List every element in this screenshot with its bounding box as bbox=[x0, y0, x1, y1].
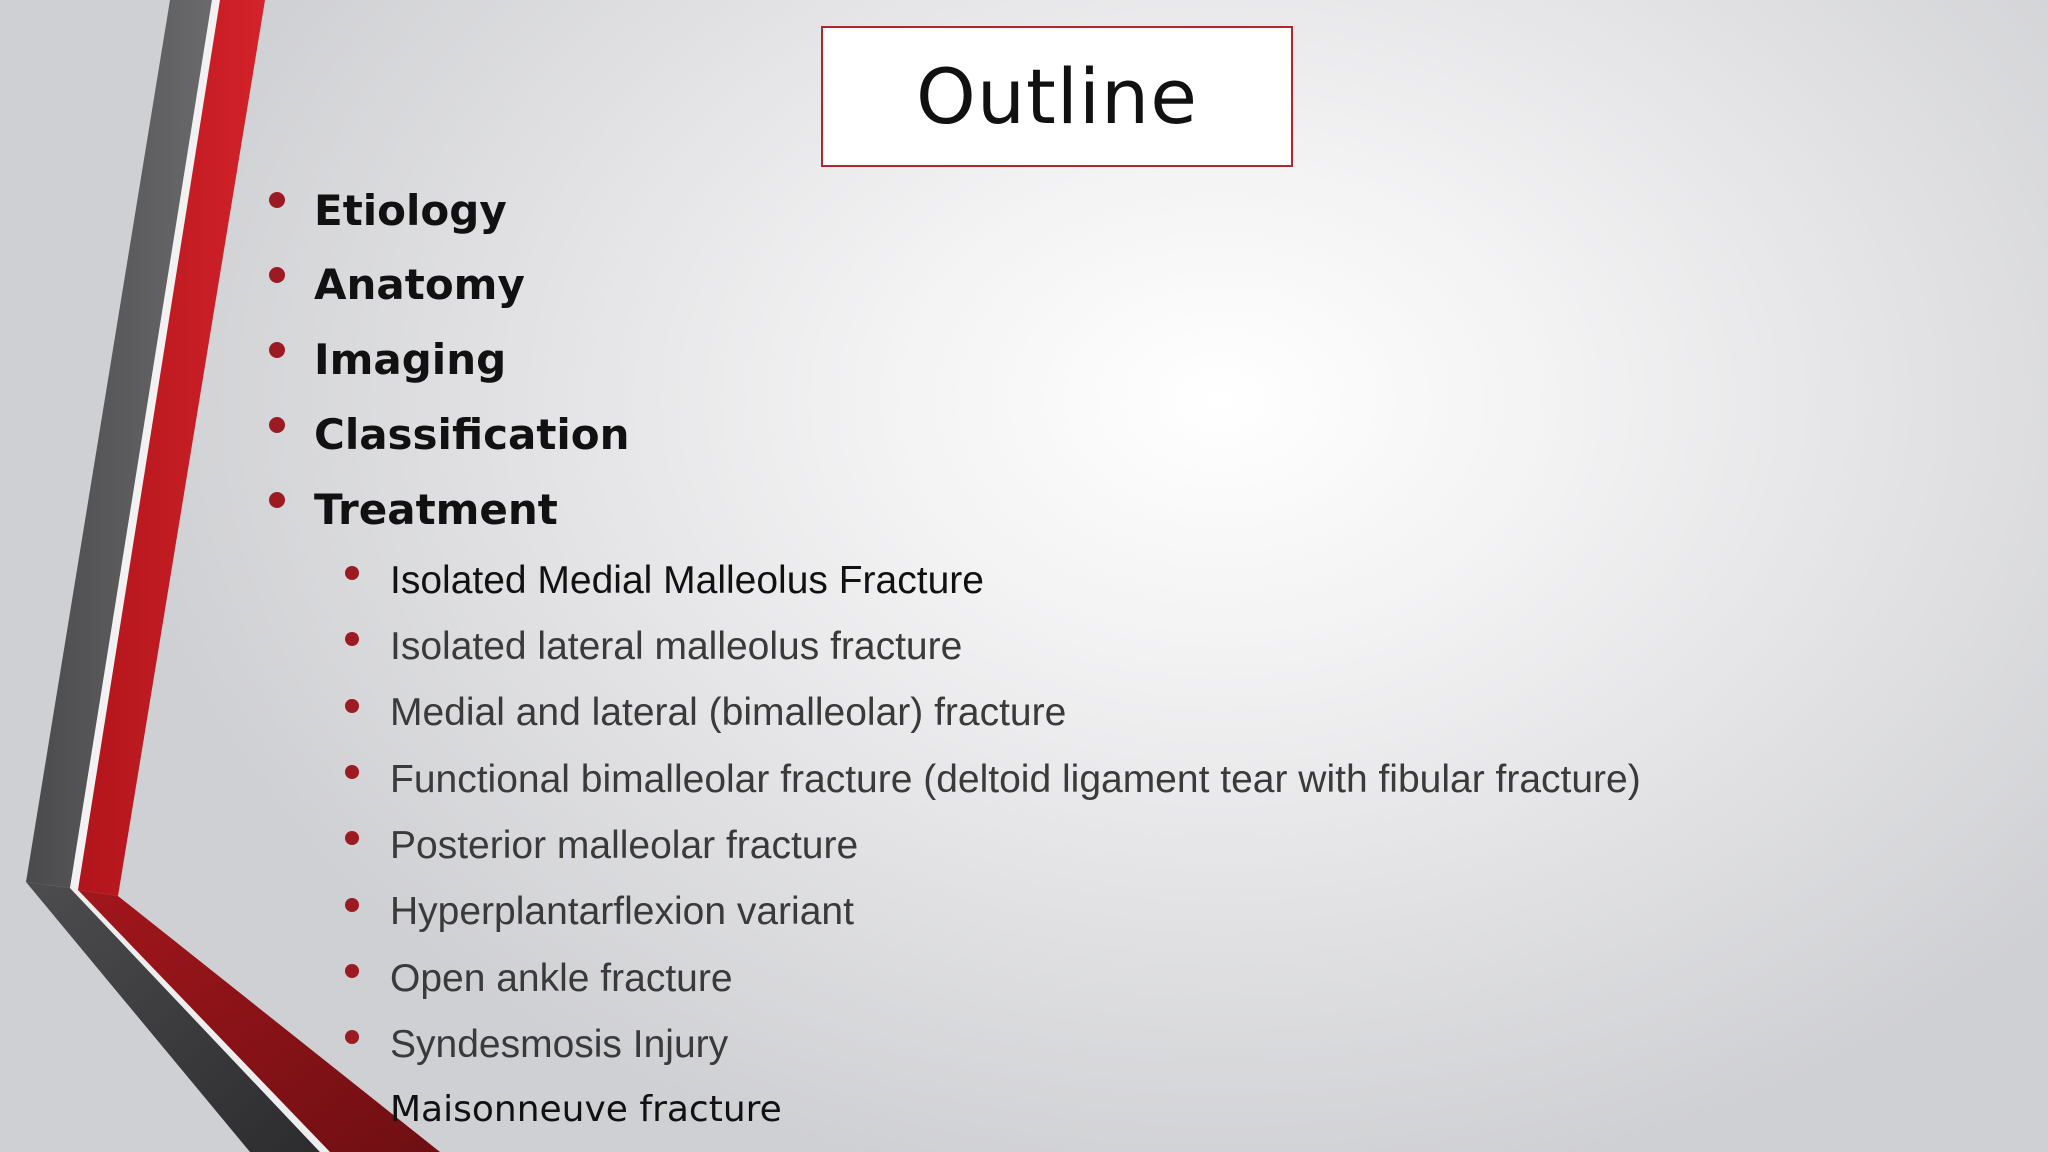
list-item-label: Anatomy bbox=[314, 260, 525, 309]
sub-list-item-label: Posterior malleolar fracture bbox=[390, 824, 859, 867]
bullet-icon bbox=[269, 192, 285, 208]
white-stripe bbox=[70, 0, 220, 890]
list-item-label: Imaging bbox=[314, 335, 507, 384]
sub-list-item-label: Maisonneuve fracture bbox=[390, 1089, 782, 1130]
sub-list-item-label: Medial and lateral (bimalleolar) fracture bbox=[390, 691, 1067, 734]
list-item-label: Classification bbox=[314, 410, 630, 459]
sub-list-item-label: Functional bimalleolar fracture (deltoid ligament tear with fibular fracture) bbox=[390, 758, 1641, 801]
sub-list-item-label: Isolated lateral malleolus fracture bbox=[390, 625, 963, 668]
white-diagonal bbox=[70, 888, 330, 1152]
bullet-icon bbox=[345, 765, 359, 779]
bullet-icon bbox=[345, 1030, 359, 1044]
bullet-icon bbox=[345, 964, 359, 978]
sub-list-item-label: Isolated Medial Malleolus Fracture bbox=[390, 559, 984, 602]
bullet-icon bbox=[269, 417, 285, 433]
bullet-icon bbox=[269, 492, 285, 508]
sub-list-item-label: Hyperplantarflexion variant bbox=[390, 890, 854, 933]
bullet-icon bbox=[345, 898, 359, 912]
bullet-icon bbox=[345, 632, 359, 646]
bullet-icon bbox=[269, 267, 285, 283]
slide-title: Outline bbox=[916, 51, 1198, 141]
list-item-label: Treatment bbox=[314, 485, 558, 534]
list-item-label: Etiology bbox=[314, 186, 507, 235]
sub-list-item-label: Open ankle fracture bbox=[390, 957, 733, 1000]
bullet-icon bbox=[345, 699, 359, 713]
gray-diagonal bbox=[26, 882, 320, 1152]
bullet-icon bbox=[345, 566, 359, 580]
bullet-icon bbox=[345, 831, 359, 845]
bullet-icon bbox=[269, 342, 285, 358]
sub-list-item-label: Syndesmosis Injury bbox=[390, 1023, 729, 1066]
title-box bbox=[821, 26, 1293, 167]
